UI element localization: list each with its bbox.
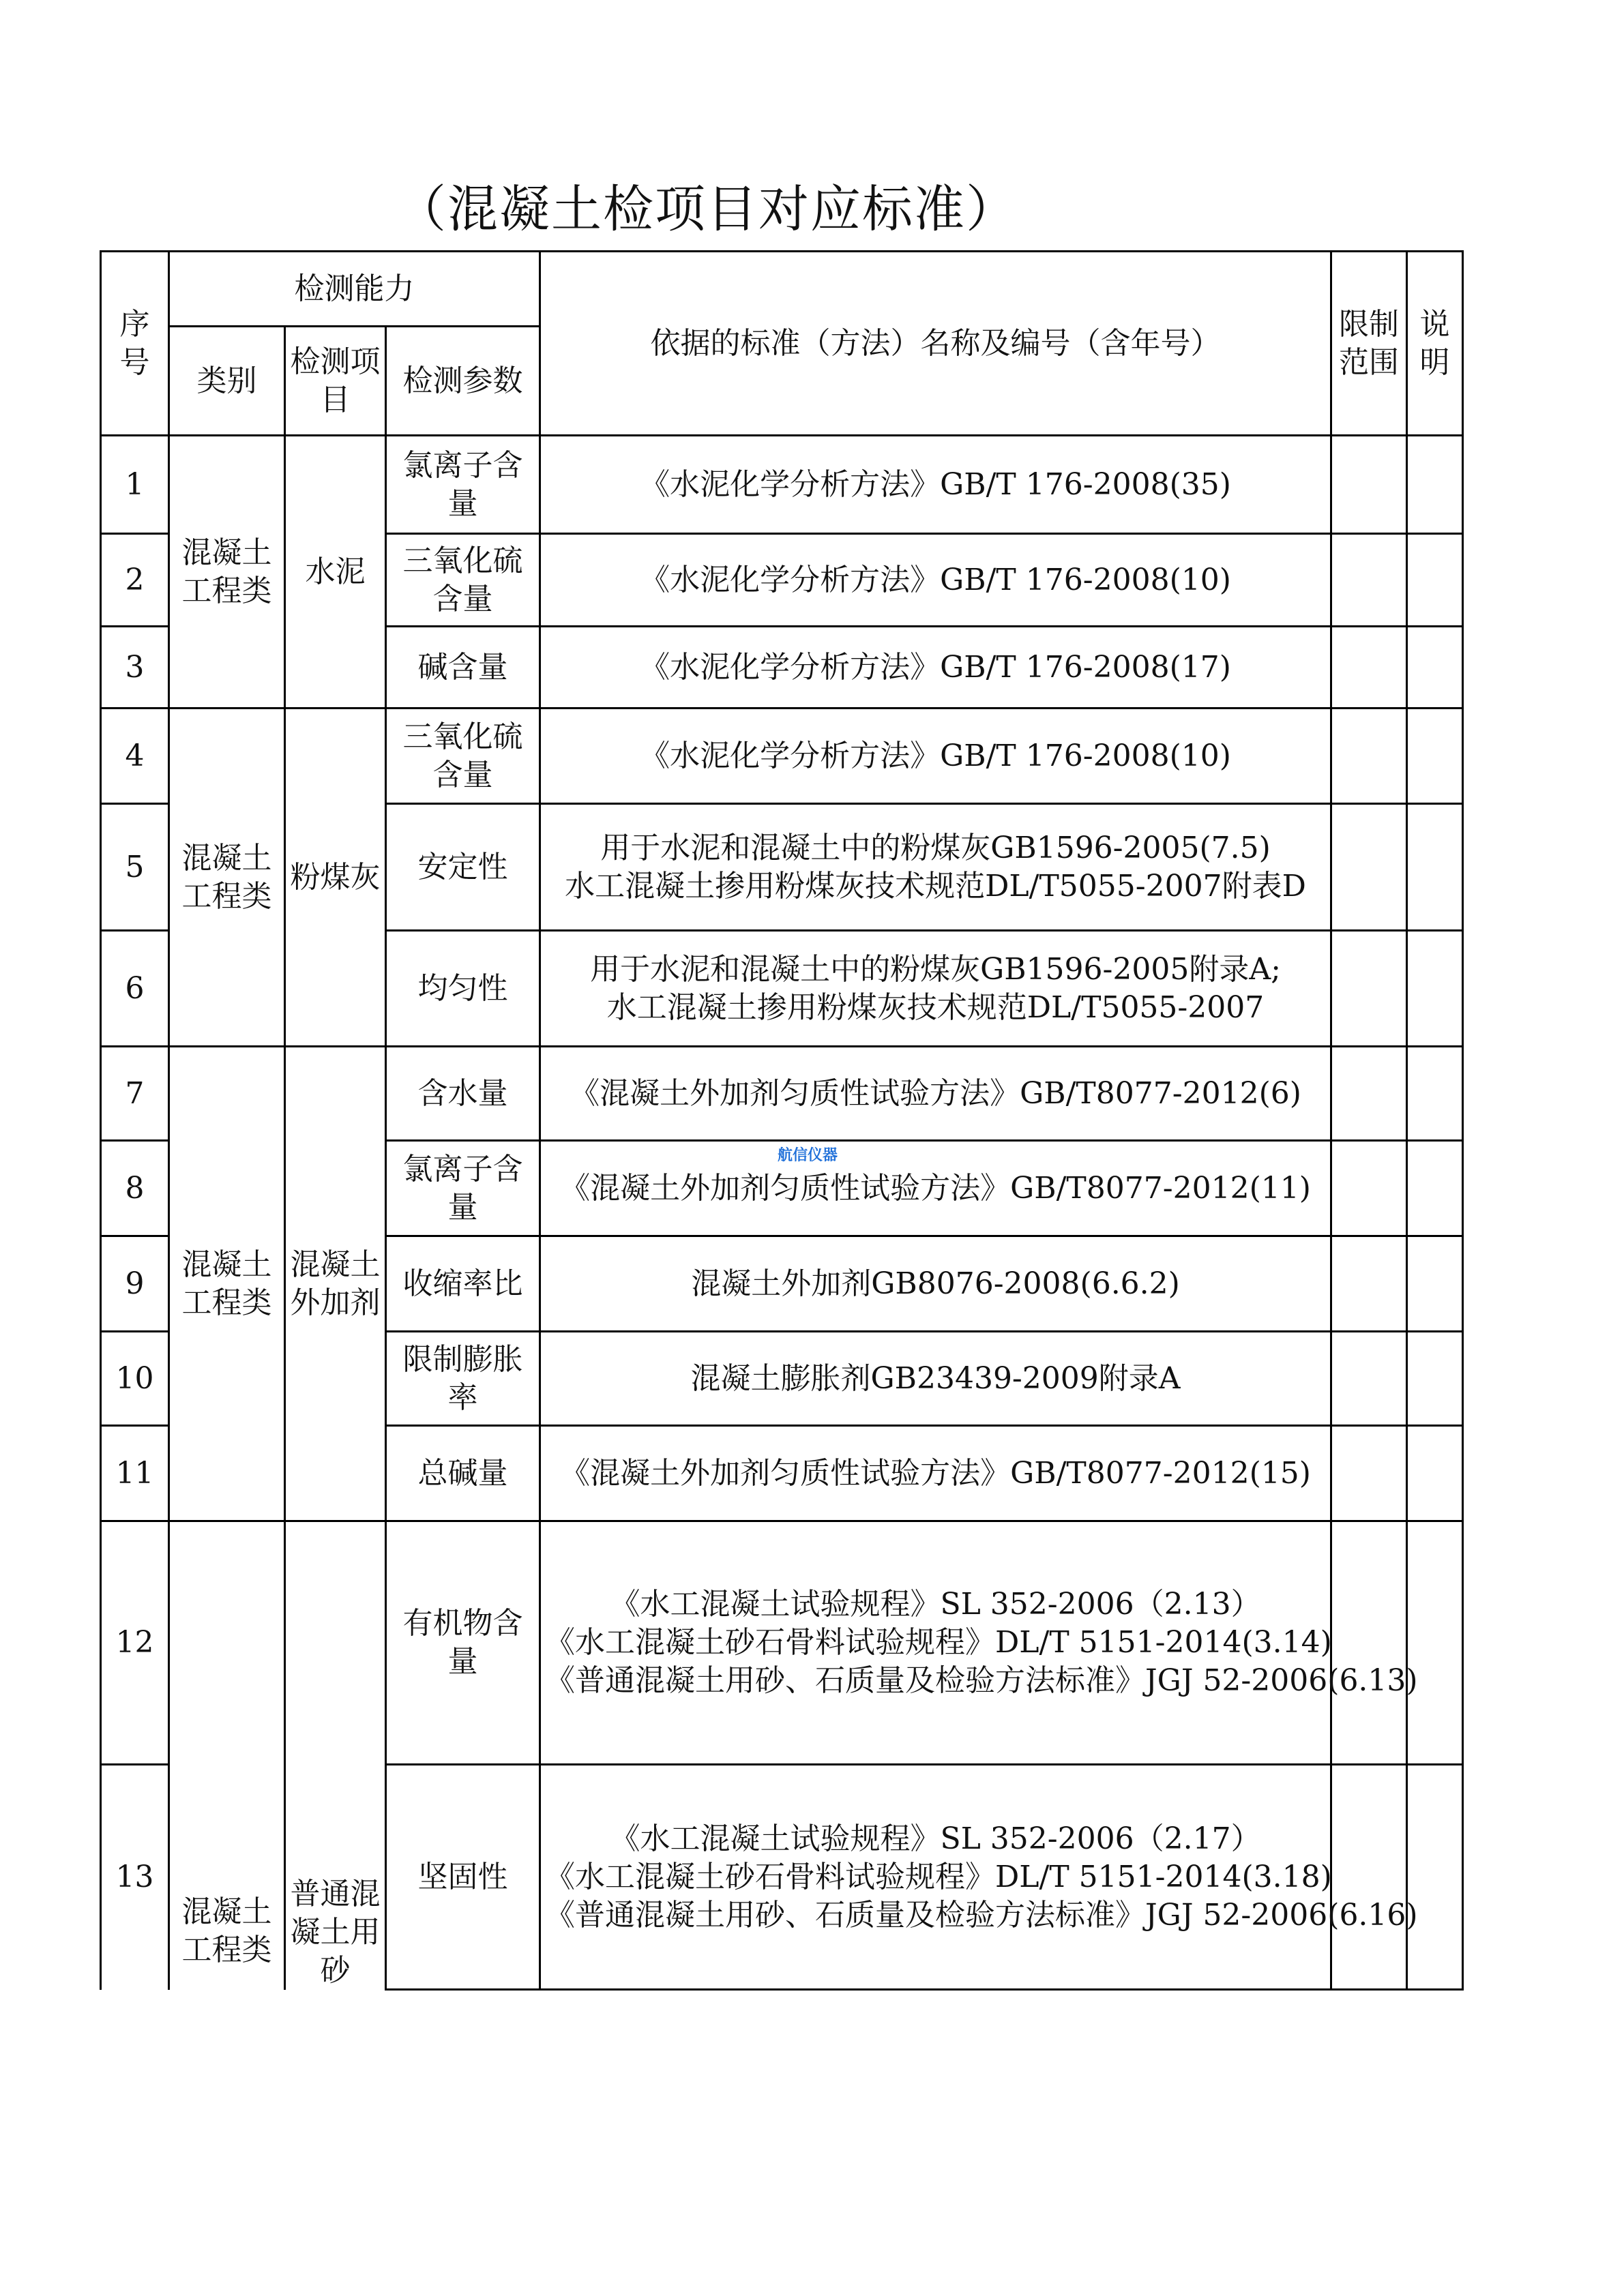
param-cell: 碱含量 (386, 627, 540, 709)
note-cell (1407, 1765, 1463, 1990)
item-cell: 水泥 (285, 436, 386, 709)
limit-cell (1331, 804, 1407, 931)
standard-cell: 混凝土外加剂GB8076-2008(6.6.2) (540, 1236, 1331, 1332)
standard-cell: 《混凝土外加剂匀质性试验方法》GB/T8077-2012(11) (540, 1141, 1331, 1236)
param-cell: 含水量 (386, 1047, 540, 1141)
limit-cell (1331, 1426, 1407, 1521)
limit-cell (1331, 436, 1407, 534)
standard-cell: 《水泥化学分析方法》GB/T 176-2008(10) (540, 534, 1331, 627)
row-seq: 13 (101, 1765, 169, 1990)
standard-cell: 《水泥化学分析方法》GB/T 176-2008(10) (540, 709, 1331, 804)
param-cell: 总碱量 (386, 1426, 540, 1521)
header-seq: 序号 (101, 252, 169, 436)
note-cell (1407, 1236, 1463, 1332)
standard-cell: 《水工混凝土试验规程》SL 352-2006（2.13） 《水工混凝土砂石骨料试验规程》DL/T 5151-2014(3.14) 《普通混凝土用砂、石质量及检验方法标准》JGJ 52-2006(6.13) (540, 1521, 1331, 1765)
param-cell: 坚固性 (386, 1765, 540, 1990)
standard-cell: 混凝土膨胀剂GB23439-2009附录A (540, 1332, 1331, 1426)
row-seq: 12 (101, 1521, 169, 1765)
note-cell (1407, 1426, 1463, 1521)
header-item: 检测项目 (285, 327, 386, 436)
param-cell: 均匀性 (386, 931, 540, 1047)
header-note: 说明 (1407, 252, 1463, 436)
note-cell (1407, 931, 1463, 1047)
limit-cell (1331, 1047, 1407, 1141)
row-seq: 7 (101, 1047, 169, 1141)
limit-cell (1331, 931, 1407, 1047)
standard-cell: 《水泥化学分析方法》GB/T 176-2008(35) (540, 436, 1331, 534)
category-cell: 混凝土工程类 (169, 436, 285, 709)
watermark-text: 航信仪器 (778, 1147, 838, 1164)
standard-cell: 《混凝土外加剂匀质性试验方法》GB/T8077-2012(15) (540, 1426, 1331, 1521)
row-seq: 1 (101, 436, 169, 534)
note-cell (1407, 534, 1463, 627)
param-cell: 有机物含量 (386, 1521, 540, 1765)
row-seq: 3 (101, 627, 169, 709)
limit-cell (1331, 534, 1407, 627)
standards-table (100, 250, 1464, 1991)
row-seq: 5 (101, 804, 169, 931)
standard-cell: 《水泥化学分析方法》GB/T 176-2008(17) (540, 627, 1331, 709)
row-seq: 8 (101, 1141, 169, 1236)
page-title: （混凝土检项目对应标准） (396, 180, 1018, 239)
limit-cell (1331, 1236, 1407, 1332)
note-cell (1407, 1047, 1463, 1141)
item-cell: 粉煤灰 (285, 709, 386, 1047)
header-limit: 限制范围 (1331, 252, 1407, 436)
limit-cell (1331, 1521, 1407, 1765)
header-standard: 依据的标准（方法）名称及编号（含年号） (540, 252, 1331, 436)
row-seq: 9 (101, 1236, 169, 1332)
param-cell: 氯离子含量 (386, 436, 540, 534)
limit-cell (1331, 627, 1407, 709)
note-cell (1407, 1332, 1463, 1426)
row-seq: 4 (101, 709, 169, 804)
item-cell: 普通混凝土用砂 (285, 1521, 386, 1990)
header-category: 类别 (169, 327, 285, 436)
param-cell: 氯离子含量 (386, 1141, 540, 1236)
note-cell (1407, 1141, 1463, 1236)
row-seq: 6 (101, 931, 169, 1047)
standard-cell: 《混凝土外加剂匀质性试验方法》GB/T8077-2012(6) (540, 1047, 1331, 1141)
param-cell: 安定性 (386, 804, 540, 931)
limit-cell (1331, 1332, 1407, 1426)
standard-cell: 用于水泥和混凝土中的粉煤灰GB1596-2005(7.5) 水工混凝土掺用粉煤灰技术规范DL/T5055-2007附表D (540, 804, 1331, 931)
param-cell: 收缩率比 (386, 1236, 540, 1332)
note-cell (1407, 627, 1463, 709)
category-cell: 混凝土工程类 (169, 709, 285, 1047)
limit-cell (1331, 709, 1407, 804)
note-cell (1407, 436, 1463, 534)
note-cell (1407, 804, 1463, 931)
category-cell: 混凝土工程类 (169, 1047, 285, 1521)
item-cell: 混凝土外加剂 (285, 1047, 386, 1521)
param-cell: 三氧化硫含量 (386, 709, 540, 804)
param-cell: 三氧化硫含量 (386, 534, 540, 627)
limit-cell (1331, 1141, 1407, 1236)
category-cell: 混凝土工程类 (169, 1521, 285, 1990)
header-ability: 检测能力 (169, 252, 540, 327)
param-cell: 限制膨胀率 (386, 1332, 540, 1426)
row-seq: 10 (101, 1332, 169, 1426)
standard-cell: 《水工混凝土试验规程》SL 352-2006（2.17） 《水工混凝土砂石骨料试验规程》DL/T 5151-2014(3.18) 《普通混凝土用砂、石质量及检验方法标准》JGJ 52-2006(6.16) (540, 1765, 1331, 1990)
row-seq: 2 (101, 534, 169, 627)
note-cell (1407, 1521, 1463, 1765)
standard-cell: 用于水泥和混凝土中的粉煤灰GB1596-2005附录A; 水工混凝土掺用粉煤灰技术规范DL/T5055-2007 (540, 931, 1331, 1047)
note-cell (1407, 709, 1463, 804)
row-seq: 11 (101, 1426, 169, 1521)
limit-cell (1331, 1765, 1407, 1990)
header-param: 检测参数 (386, 327, 540, 436)
